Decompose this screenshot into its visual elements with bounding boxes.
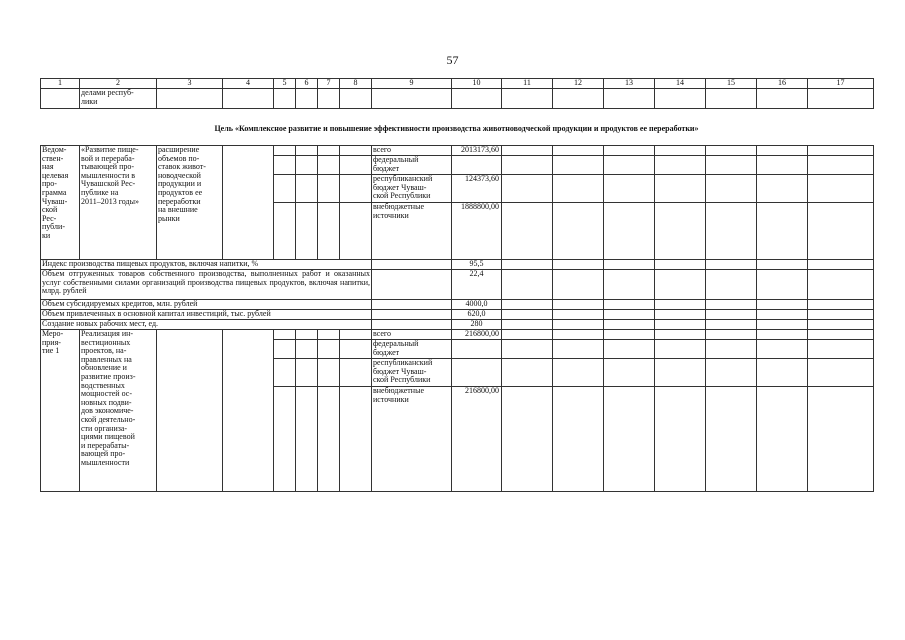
indicator-row <box>41 300 874 310</box>
column-number: 2 <box>80 79 157 89</box>
column-number: 5 <box>274 79 296 89</box>
column-number: 1 <box>41 79 80 89</box>
measure-source-label: внебюджетные источники <box>372 387 452 492</box>
program-name: «Развитие пище- вой и перераба- тывающей про- мышленности в Чувашской Рес- публике на 2011–2013 годы» <box>80 146 157 260</box>
column-number: 8 <box>340 79 372 89</box>
column-number: 3 <box>157 79 223 89</box>
column-number: 10 <box>452 79 502 89</box>
measure-row <box>41 330 874 340</box>
program-source-value: 2013173,60 <box>452 146 502 156</box>
program-source-label: республиканский бюджет Чуваш- ской Республики <box>372 175 452 203</box>
column-number: 16 <box>757 79 808 89</box>
column-number: 14 <box>655 79 706 89</box>
program-type: Ведом- ствен- ная целевая про- грамма Чуваш- ской Рес- публи- ки <box>41 146 80 260</box>
indicator-label: Создание новых рабочих мест, ед. <box>41 320 372 330</box>
continuation-cell: делами респуб- лики <box>80 89 157 109</box>
program-goal: расширение объемов по- ставок живот- новодческой продукции и продуктов ее переработки на внешние рынки <box>157 146 223 260</box>
indicator-label: Индекс производства пищевых продуктов, включая напитки, % <box>41 260 372 270</box>
indicator-row <box>41 310 874 320</box>
indicator-label: Объем субсидируемых кредитов, млн. рублей <box>41 300 372 310</box>
indicator-value: 22,4 <box>452 270 502 300</box>
program-table <box>40 145 874 492</box>
indicator-row <box>41 320 874 330</box>
column-number: 4 <box>223 79 274 89</box>
program-source-label: федеральный бюджет <box>372 156 452 175</box>
page-number: 57 <box>446 53 459 67</box>
measure-type: Меро- прия- тие 1 <box>41 330 80 492</box>
program-source-value: 124373,60 <box>452 175 502 203</box>
continuation-row <box>41 89 874 109</box>
column-number: 9 <box>372 79 452 89</box>
column-number: 17 <box>808 79 874 89</box>
measure-source-label: федеральный бюджет <box>372 340 452 359</box>
column-number: 12 <box>553 79 604 89</box>
indicator-label: Объем привлеченных в основной капитал инвестиций, тыс. рублей <box>41 310 372 320</box>
indicator-row <box>41 260 874 270</box>
measure-source-value <box>452 340 502 359</box>
program-source-value: 1888800,00 <box>452 203 502 260</box>
header-table <box>40 78 874 109</box>
measure-source-value: 216800,00 <box>452 330 502 340</box>
column-number: 11 <box>502 79 553 89</box>
measure-source-value <box>452 359 502 387</box>
column-number: 13 <box>604 79 655 89</box>
program-row <box>41 146 874 156</box>
column-number: 7 <box>318 79 340 89</box>
indicator-value: 95,5 <box>452 260 502 270</box>
indicator-value: 4000,0 <box>452 300 502 310</box>
measure-source-value: 216800,00 <box>452 387 502 492</box>
indicator-value: 620,0 <box>452 310 502 320</box>
measure-source-label: всего <box>372 330 452 340</box>
indicator-row <box>41 270 874 300</box>
goal-title: Цель «Комплексное развитие и повышение эффективности производства животноводческой продукции и продуктов ее переработки» <box>214 124 699 133</box>
column-number: 6 <box>296 79 318 89</box>
measure-name: Реализация ин- вестиционных проектов, на- правленных на обновление и развитие произ- водственных мощностей ос- новных подви- дов экономиче- ской деятельно- сти организа- циями пищевой и перерабаты- вающей про- мышленности <box>80 330 157 492</box>
column-number: 15 <box>706 79 757 89</box>
indicator-label: Объем отгруженных товаров собственного производства, выполненных работ и оказанных услуг собственными силами организаций производства пищевых продуктов, включая напитки, млрд. рублей <box>41 270 372 300</box>
program-source-label: внебюджетные источники <box>372 203 452 260</box>
program-source-value <box>452 156 502 175</box>
program-source-label: всего <box>372 146 452 156</box>
column-number-row <box>41 79 874 89</box>
indicator-value: 280 <box>452 320 502 330</box>
measure-source-label: республиканский бюджет Чуваш- ской Республики <box>372 359 452 387</box>
